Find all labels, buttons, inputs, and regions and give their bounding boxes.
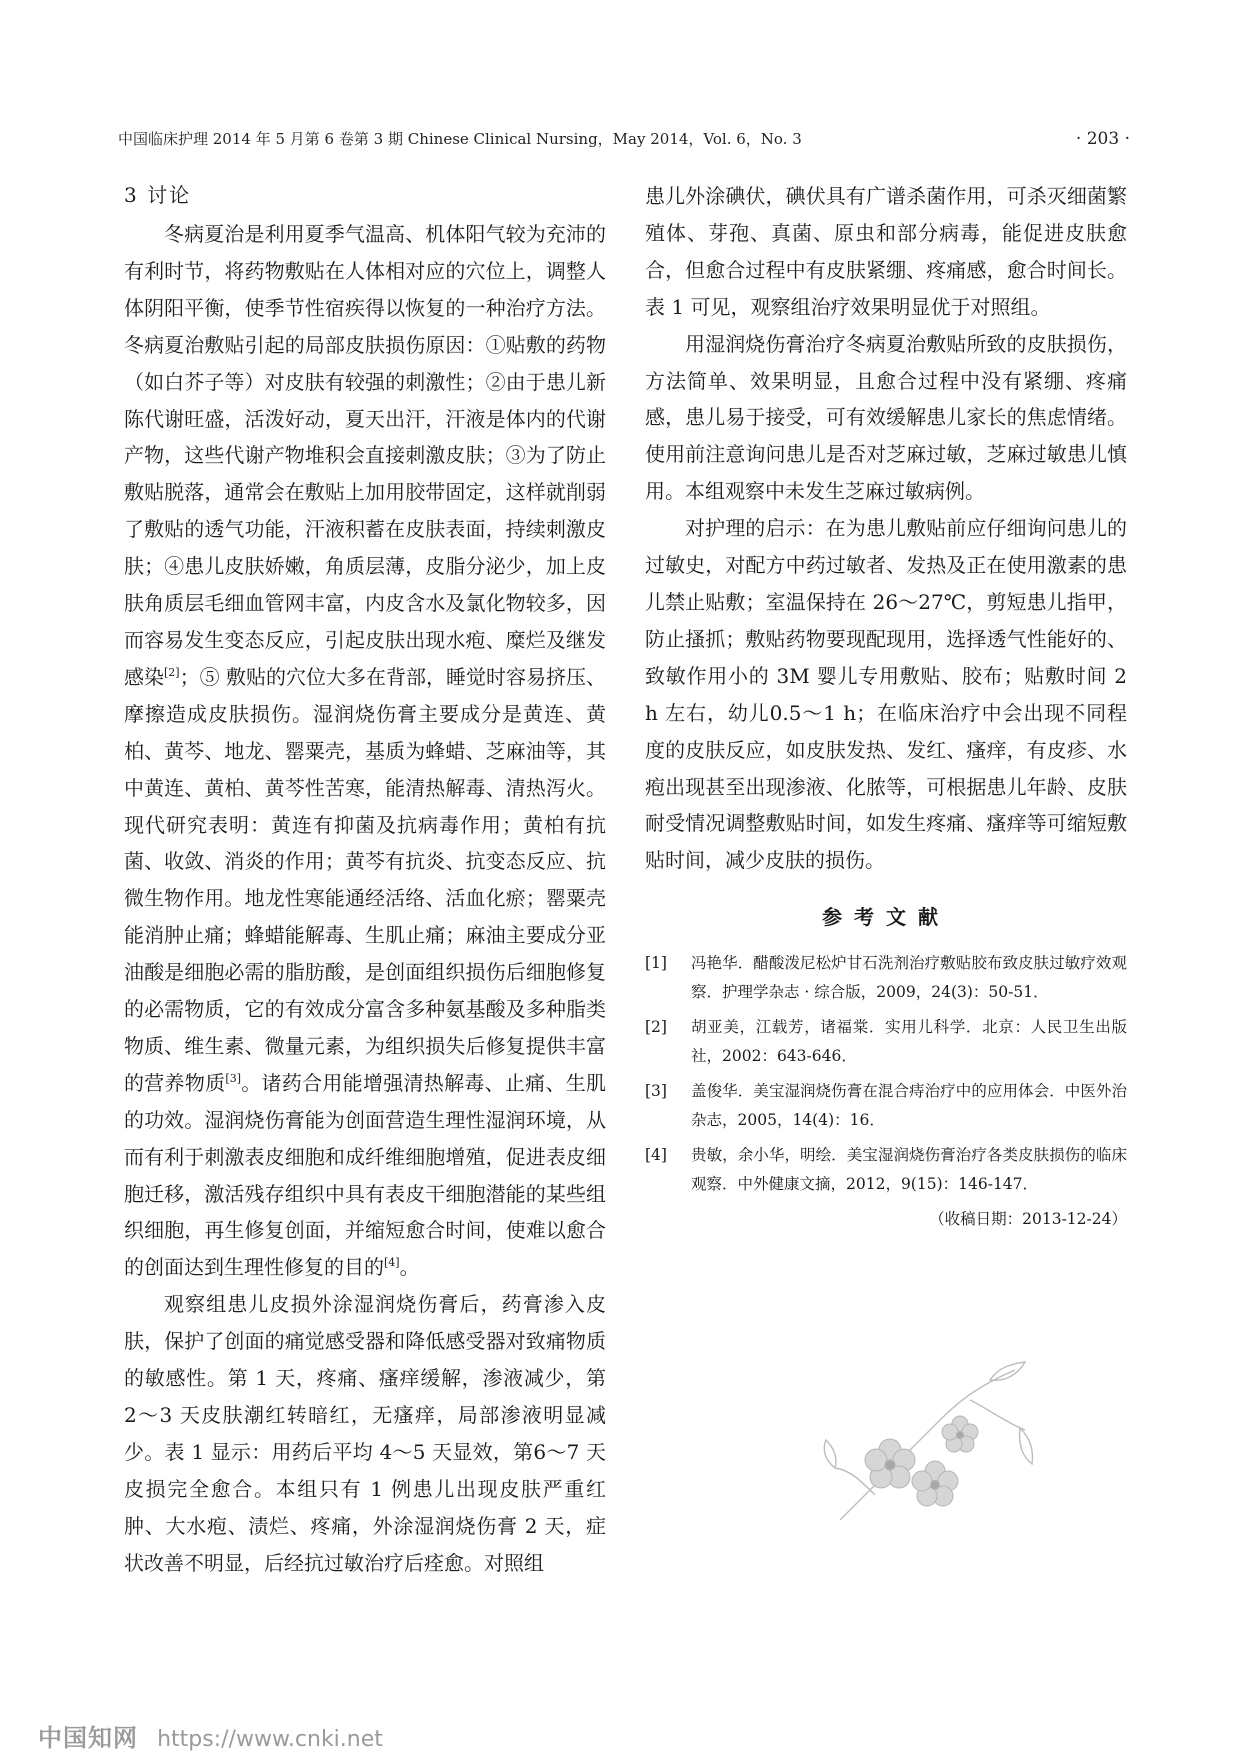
- citation-4: [4]: [384, 1256, 400, 1270]
- ornament-branch: [970, 1400, 1025, 1430]
- ornament-flower: [912, 1461, 958, 1506]
- reference-item: [645, 1013, 1127, 1071]
- reference-item: [645, 949, 1127, 1007]
- right-column: [645, 178, 1127, 1234]
- journal-running-title: 中国临床护理 2014 年 5 月第 6 卷第 3 期 Chinese Clinical Nursing，May 2014，Vol. 6，No. 3: [118, 130, 802, 148]
- left-column: [124, 178, 606, 1582]
- text-run: 。诸药合用能增强清热解毒、止痛、生肌的功效。湿润烧伤膏能为创面营造生理性湿润环境，从而有利于刺激表皮细胞和成纤维细胞增殖，促进表皮细胞迁移，激活残存组织中具有表皮干细胞潜能的某些组织细胞，再生修复创面，并缩短愈合时间，使难以愈合的创面达到生理性修复的目的: [124, 1070, 607, 1280]
- text-run: 冬病夏治是利用夏季气温高、机体阳气较为充沛的有利时节，将药物敷贴在人体相对应的穴位上，调整人体阴阳平衡，使季节性宿疾得以恢复的一种治疗方法。冬病夏治敷贴引起的局部皮肤损伤原因：①贴敷的药物（如白芥子等）对皮肤有较强的刺激性；②由于患儿新陈代谢旺盛，活泼好动，夏天出汗，汗液是体内的代谢产物，这些代谢产物堆积会直接刺激皮肤；③为了防止敷贴脱落，通常会在敷贴上加用胶带固定，这样就削弱了敷贴的透气功能，汗液积蓄在皮肤表面，持续刺激皮肤；④患儿皮肤娇嫩，角质层薄，皮脂分泌少，加上皮肤角质层毛细血管网丰富，内皮含水及氯化物较多，因而容易发生变态反应，引起皮肤出现水疱、糜烂及继发感染: [124, 222, 606, 689]
- reference-text: 贵敏，余小华，明绘．美宝湿润烧伤膏治疗各类皮肤损伤的临床观察．中外健康文摘，2012，9(15)：146-147．: [691, 1146, 1127, 1194]
- reference-text: 冯艳华．醋酸泼尼松炉甘石洗剂治疗敷贴胶布致皮肤过敏疗效观察．护理学杂志 · 综合版，2009，24(3)：50-51．: [691, 954, 1127, 1002]
- cnki-watermark: [38, 1718, 383, 1752]
- reference-number: [1]: [645, 954, 667, 973]
- citation-3: [3]: [225, 1071, 241, 1085]
- received-date: （收稿日期：2013-12-24）: [929, 1210, 1127, 1229]
- reference-item: [645, 1077, 1127, 1135]
- ornament-leaf: [1020, 1428, 1033, 1464]
- page-number: · 203 ·: [1075, 129, 1130, 149]
- reference-text: 盖俊华．美宝湿润烧伤膏在混合痔治疗中的应用体会．中医外治杂志，2005，14(4)：16．: [691, 1082, 1127, 1130]
- ornament-leaf: [990, 1362, 1025, 1380]
- discussion-paragraph-1: [124, 216, 606, 1286]
- discussion-paragraph-4: 对护理的启示：在为患儿敷贴前应仔细询问患儿的过敏史，对配方中药过敏者、发热及正在使用激素的患儿禁止贴敷；室温保持在 26～27℃，剪短患儿指甲，防止搔抓；敷贴药物要现配现用，选择透气性能好的、致敏作用小的 3M 婴儿专用敷贴、胶布；贴敷时间 2 h 左右，幼儿0.5～1 h；在临床治疗中会出现不同程度的皮肤反应，如皮肤发热、发红、瘙痒，有皮疹、水疱出现甚至出现渗液、化脓等，可根据患儿年龄、皮肤耐受情况调整敷贴时间，如发生疼痛、瘙痒等可缩短敷贴时间，减少皮肤的损伤。: [645, 516, 1127, 873]
- citation-2: [2]: [164, 665, 180, 679]
- text-run: ；⑤ 敷贴的穴位大多在背部，睡觉时容易挤压、摩擦造成皮肤损伤。湿润烧伤膏主要成分是黄连、黄柏、黄芩、地龙、罂粟壳，基质为蜂蜡、芝麻油等，其中黄连、黄柏、黄芩性苦寒，能清热解毒、清热泻火。现代研究表明：黄连有抑菌及抗病毒作用；黄柏有抗菌、收敛、消炎的作用；黄芩有抗炎、抗变态反应、抗微生物作用。地龙性寒能通经活络、活血化瘀；罂粟壳能消肿止痛；蜂蜡能解毒、生肌止痛；麻油主要成分亚油酸是细胞必需的脂肪酸，是创面组织损伤后细胞修复的必需物质，它的有效成分富含多种氨基酸及多种脂类物质、维生素、微量元素，为组织损失后修复提供丰富的营养物质: [124, 664, 607, 1095]
- discussion-paragraph-2-continued: 患儿外涂碘伏，碘伏具有广谱杀菌作用，可杀灭细菌繁殖体、芽孢、真菌、原虫和部分病毒，能促进皮肤愈合，但愈合过程中有皮肤紧绷、疼痛感，愈合时间长。表 1 可见，观察组治疗效果明显优于对照组。: [645, 184, 1127, 319]
- ornament-leaf: [824, 1440, 836, 1468]
- ornament-flower: [865, 1439, 915, 1488]
- text-run: 。: [399, 1255, 420, 1280]
- discussion-paragraph-3: 用湿润烧伤膏治疗冬病夏治敷贴所致的皮肤损伤，方法简单、效果明显，且愈合过程中没有紧绷、疼痛感，患儿易于接受，可有效缓解患儿家长的焦虑情绪。使用前注意询问患儿是否对芝麻过敏，芝麻过敏患儿慎用。本组观察中未发生芝麻过敏病例。: [645, 331, 1127, 504]
- reference-item: [645, 1141, 1127, 1199]
- reference-text: 胡亚美，江载芳，诸福棠．实用儿科学．北京：人民卫生出版社，2002：643-646．: [691, 1018, 1127, 1066]
- reference-number: [2]: [645, 1018, 667, 1037]
- references-heading: 参考文献: [822, 905, 950, 930]
- flower-ornament-icon: [820, 1360, 1040, 1530]
- reference-number: [3]: [645, 1082, 667, 1101]
- cnki-brand: 中国知网: [38, 1724, 138, 1752]
- ornament-flower: [942, 1416, 978, 1452]
- references-list: [645, 949, 1127, 1199]
- section-heading-discussion: 3 讨论: [124, 183, 192, 207]
- running-header: [118, 126, 1130, 152]
- discussion-paragraph-2: 观察组患儿皮损外涂湿润烧伤膏后，药膏渗入皮肤，保护了创面的痛觉感受器和降低感受器对致痛物质的敏感性。第 1 天，疼痛、瘙痒缓解，渗液减少，第 2～3 天皮肤潮红转暗红，无瘙痒，局部渗液明显减少。表 1 显示：用药后平均 4～5 天显效，第6～7 天皮损完全愈合。本组只有 1 例患儿出现皮肤严重红肿、大水疱、渍烂、疼痛，外涂湿润烧伤膏 2 天，症状改善不明显，后经抗过敏治疗后痊愈。对照组: [124, 1292, 606, 1575]
- reference-number: [4]: [645, 1146, 667, 1165]
- cnki-url: https://www.cnki.net: [157, 1727, 383, 1752]
